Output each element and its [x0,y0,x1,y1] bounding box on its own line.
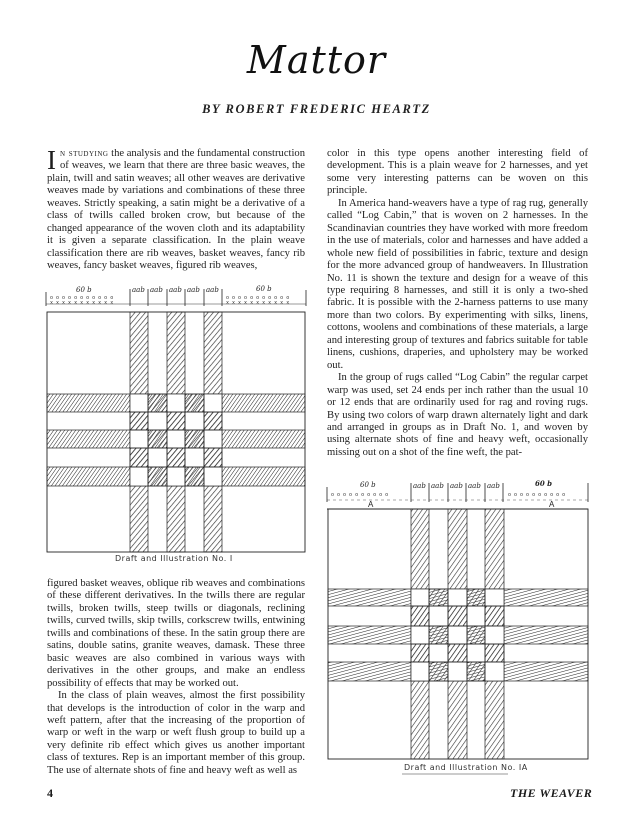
draft-label: aab [150,286,163,294]
draft-label: 60 b [535,479,553,488]
draft-threading-bottom: x x x x x x x x x x x [226,300,290,306]
draft-threading-top: o o o o o o o o o o o [50,295,114,301]
paragraph-intro [47,145,306,273]
draft-label: aab [413,482,426,490]
draft-threading-bottom: x x x x x x x x x x x [50,300,114,306]
draft-label: 60 b [360,481,376,489]
section-marker-a: A [368,500,374,509]
draft-label: aab [169,286,182,294]
section-marker-a: A [549,500,555,509]
small-caps-lead: n studying [60,148,109,159]
draft-label: aab [431,482,444,490]
right-column [327,148,588,459]
draft-label: aab [468,482,481,490]
page-number: 4 [47,786,53,800]
drop-cap: I [47,145,56,175]
figure-1a-drawing [322,478,597,778]
draft-label: aab [187,286,200,294]
paragraph-derivatives: figured basket weaves, oblique rib weaves and combinations of these different derivatives. In the twills there are regular twills, broken twills, steep twills or diagonals, reclining twills, curved twills, skip twills, corkscrew twills, entwining twills and combinations of these. In the satin group there are satins, double satins, granite weaves, damask. These three basic weaves are also combined in various ways with derivatives in the other groups, and make an endless possibility of effects that may be worked out. [47,578,305,689]
left-column-top [47,145,306,273]
figure-draft-illustration-1 [40,282,315,567]
figure-1-caption: Draft and Illustration No. I [115,554,233,563]
paragraph-plain-weaves: In the class of plain weaves, almost the first possibility that develops is the introduction of color in the warp and weft pattern, after that the increasing of the proportion of warp or weft in the warp or weft flush group to build up a very definite rib effect which gives us another important class of textures. Rep is an important member of this group. The use of alternate shots of fine and heavy weft as well as [47,690,305,776]
paragraph-color: color in this type opens another interesting field of development. This is a plain weave for 2 harnesses, and yet some very interesting patterns can be woven on this principle. [327,148,588,197]
draft-label: 60 b [76,286,92,294]
article-title [0,38,633,82]
figure-1a-caption: Draft and Illustration No. IA [404,763,528,772]
draft-threading-top: o o o o o o o o o o o [226,295,290,301]
draft-label: aab [132,286,145,294]
figure-draft-illustration-1a [322,478,597,778]
draft-label: 60 b [256,285,272,293]
magazine-name: THE WEAVER [510,786,593,800]
draft-label: aab [450,482,463,490]
paragraph-log-cabin: In America hand-weavers have a type of rag rug, generally called “Log Cabin,” that is woven on 2 harnesses. In the Scandinavian countries they have worked with more freedom in the use of materials, color and harnesses and have added a whole new field of possibilities in fabric, texture and design for the more advanced group of handweavers. In Illustration No. 11 is shown the texture and design for a weave of this type requiring 8 harnesses, and still it is only a two-shed fabric. It is possible with the 2-harness patterns to use many more than two colors. By experimenting with silks, linens, cottons, woolens and combinations of these materials, a large and interesting group of textures and fabrics suitable for table linens, cushions, draperies, and upholstery may be worked out. [327,197,588,371]
left-column-bottom [47,578,305,777]
figure-1-drawing [40,282,315,567]
paragraph-intro-text: the analysis and the fundamental construction of weaves, we learn that there are three basic weaves, the plain, twill and satin weaves; all other weaves are derivative weaves made by variations and combinations of these three weaves. Strictly speaking, a satin might be a derivative of a class of twills called broken crow, but because of the changed appearance of the woven cloth and its adaptability it is given a separate classification. In the plain weave classification there are rib weaves, basket weaves, fancy rib weaves, fancy basket weaves, figured rib weaves, [47,148,306,272]
draft-threading: o o o o o o o o o o [331,492,389,498]
draft-label: aab [487,482,500,490]
draft-label: aab [206,286,219,294]
article-title-text: Mattor [246,38,387,82]
article-byline: BY ROBERT FREDERIC HEARTZ [202,102,431,116]
draft-threading: o o o o o o o o o o [508,492,566,498]
paragraph-rugs: In the group of rugs called “Log Cabin” the regular carpet warp was used, set 24 ends per inch rather than the usual 10 or 12 ends that are ordinarily used for rag and roving rugs. By using two colors of warp drawn alternately light and dark and arranged in groups as in Draft No. 1, and woven by using alternate shots of fine and heavy weft, occasionally missing out on a shot of the fine weft, the pat- [327,372,588,458]
